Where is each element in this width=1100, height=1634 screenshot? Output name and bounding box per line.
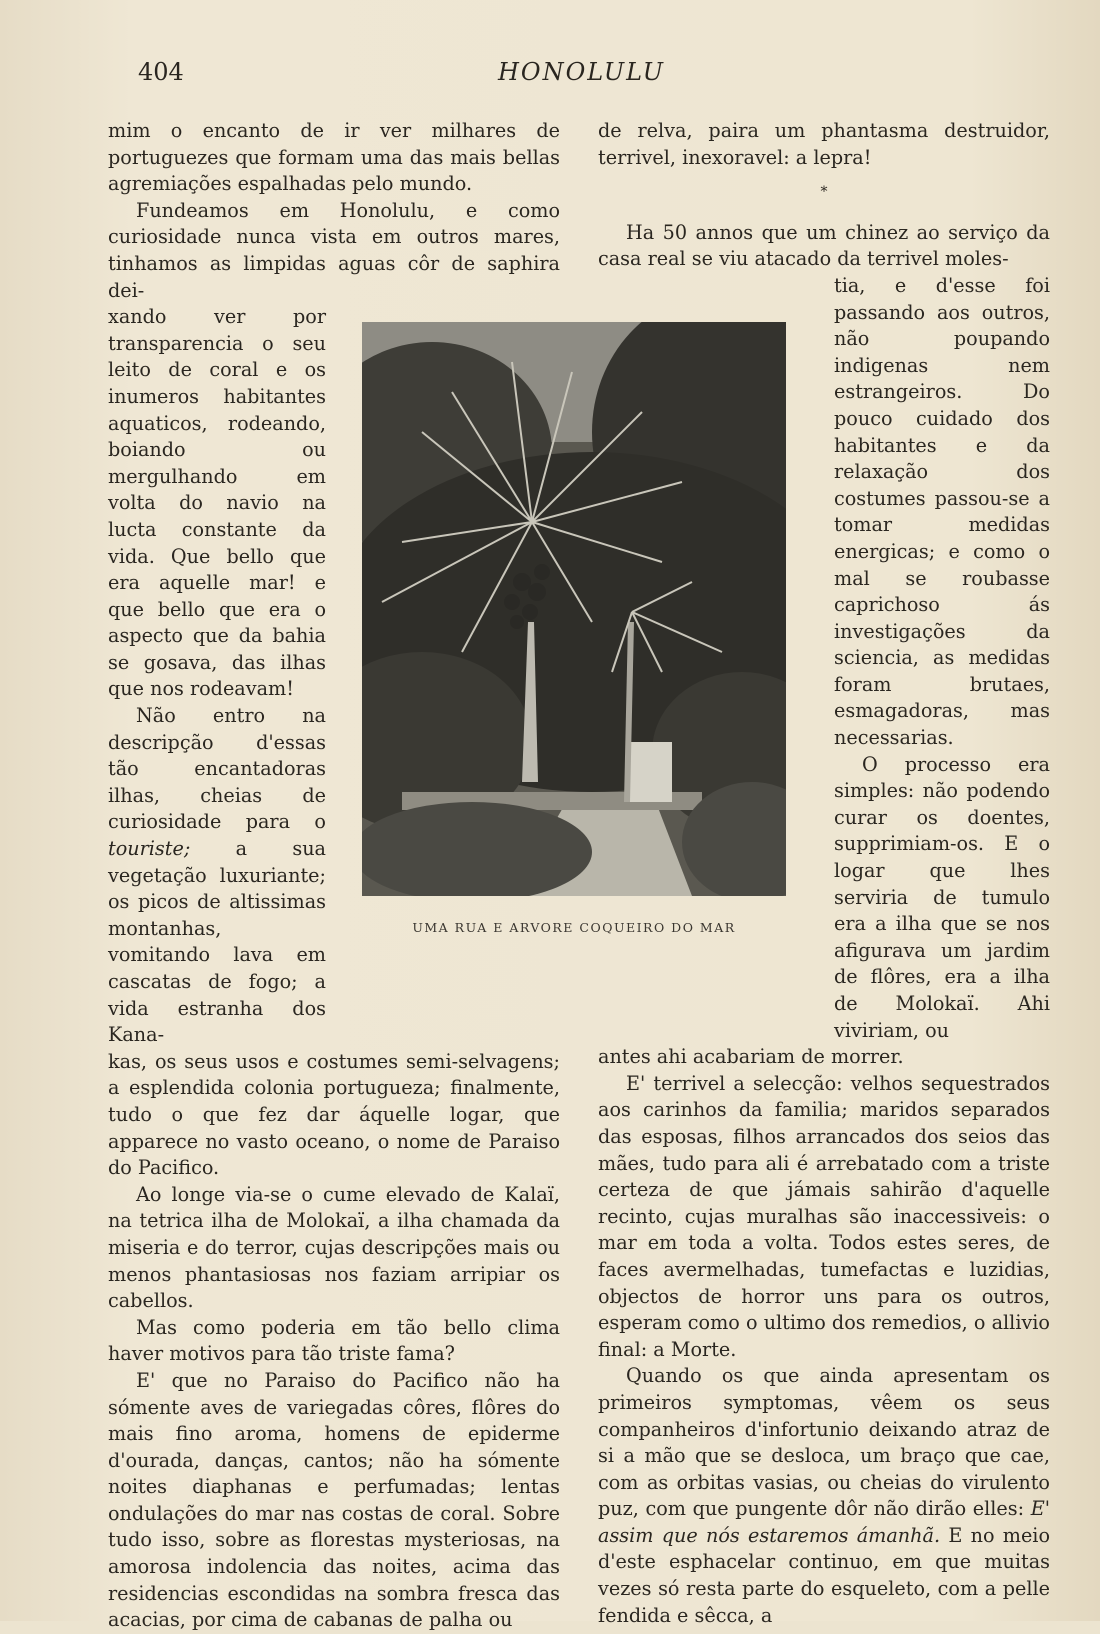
paragraph: E' terrivel a selecção: velhos sequestrados aos carinhos da familia; maridos separados das esposas, filhos arrancados dos seios das mães, tudo para ali é arrebatado com a triste certeza de que jámais sahirão d'aquelle recinto, cujas muralhas são inaccessiveis: o mar em toda a volta. Todos estes seres, de faces avermelhadas, tumefactas e luzidias, objectos de horror uns para os outros, esperam como o ultimo dos remedios, o allivio final: a Morte. xyxy=(598,1071,1050,1361)
page-number: 404 xyxy=(138,58,184,86)
paragraph xyxy=(108,703,326,1049)
text-wrap-around-figure xyxy=(108,304,326,1049)
paragraph: antes ahi acabariam de morrer. xyxy=(598,1045,904,1069)
paragraph: Ao longe via-se o cume elevado de Kalaï, na tetrica ilha de Molokaï, a ilha chamada da miseria e do terror, cujas descripções mais ou menos phantasiosas nos faziam arripiar os cabellos. xyxy=(108,1182,560,1313)
text-run: a sua vegetação luxuriante; os picos de altissimas montanhas, vomitando lava em cascatas de fogo; a vida estranha dos Kana- xyxy=(108,837,326,1047)
emphasis: touriste; xyxy=(108,837,191,861)
text-run: E no meio d'este esphacelar continuo, em que muitas vezes só resta parte do esqueleto, com a pelle fendida e sêcca, a xyxy=(598,1523,1050,1627)
text-wrap-around-figure xyxy=(834,273,1050,1044)
paragraph: Mas como poderia em tão bello clima haver motivos para tão triste fama? xyxy=(108,1315,560,1366)
paragraph: E' que no Paraiso do Pacifico não ha sómente aves de variegadas côres, flôres do mais fino aroma, homens de epiderme d'ourada, danças, cantos; não ha sómente noites diaphanas e perfumadas; lentas ondulações do mar nas costas de coral. Sobre tudo isso, sobre as florestas mysteriosas, na amorosa indolencia das noites, acima das residencias escondidas na sombra fresca das acacias, por cima de cabanas de palha ou xyxy=(108,1368,560,1632)
paragraph: Ha 50 annos que um chinez ao serviço da casa real se viu atacado da terrivel moles- xyxy=(598,220,1050,271)
paragraph: Fundeamos em Honolulu, e como curiosidade nunca vista em outros mares, tinhamos as limpidas aguas côr de saphira dei- xyxy=(108,198,560,302)
paragraph xyxy=(598,1363,1050,1629)
paragraph: de relva, paira um phantasma destruidor, terrivel, inexoravel: a lepra! xyxy=(598,119,1050,169)
section-separator: * xyxy=(820,184,828,201)
paragraph: kas, os seus usos e costumes semi-selvagens; a esplendida colonia portugueza; finalmente, tudo o que fez dar áquelle logar, que apparece no vasto oceano, o nome de Paraiso do Pacifico. xyxy=(108,1049,560,1180)
emphasis: E' assim que nós estaremos ámanhã. xyxy=(598,1497,1050,1547)
text-run: Não entro na descripção d'essas tão encantadoras ilhas, cheias de curiosidade para o xyxy=(108,704,326,834)
palm-tree-illustration xyxy=(362,322,786,896)
text-run: Quando os que ainda apresentam os primeiros symptomas, vêem os seus companheiros d'infortunio deixando atraz de si a mão que se desloca, um braço que cae, com as orbitas vasias, ou cheias do virulento puz, com que pungente dôr não dirão elles: xyxy=(598,1364,1050,1521)
paragraph: O processo era simples: não podendo curar os doentes, supprimiam-os. E o logar que lhes serviria de tumulo era a ilha que se nos afigurava um jardim de flôres, era a ilha de Molokaï. Ahi viviriam, ou xyxy=(834,752,1050,1042)
paragraph: tia, e d'esse foi passando aos outros, não poupando indigenas nem estrangeiros. Do pouco cuidado dos habitantes e da relaxação dos costumes passou-se a tomar medidas energicas; e como o mal se roubasse caprichoso ás investigações da sciencia, as medidas foram brutaes, esmagadoras, mas necessarias. xyxy=(834,273,1050,750)
figure-caption: UMA RUA E ARVORE COQUEIRO DO MAR xyxy=(412,920,736,935)
paragraph: mim o encanto de ir ver milhares de portuguezes que formam uma das mais bellas agremiações espalhadas pelo mundo. xyxy=(108,119,560,196)
running-title: HONOLULU xyxy=(498,58,665,86)
paragraph: xando ver por transparencia o seu leito de coral e os inumeros habitantes aquaticos, rodeando, boiando ou mergulhando em volta do navio na lucta constante da vida. Que bello que era aquelle mar! e que bello que era o aspecto que da bahia se gosava, das ilhas que nos rodeavam! xyxy=(108,305,326,701)
palm-tree-photo xyxy=(362,322,786,896)
page-header xyxy=(138,58,1058,94)
